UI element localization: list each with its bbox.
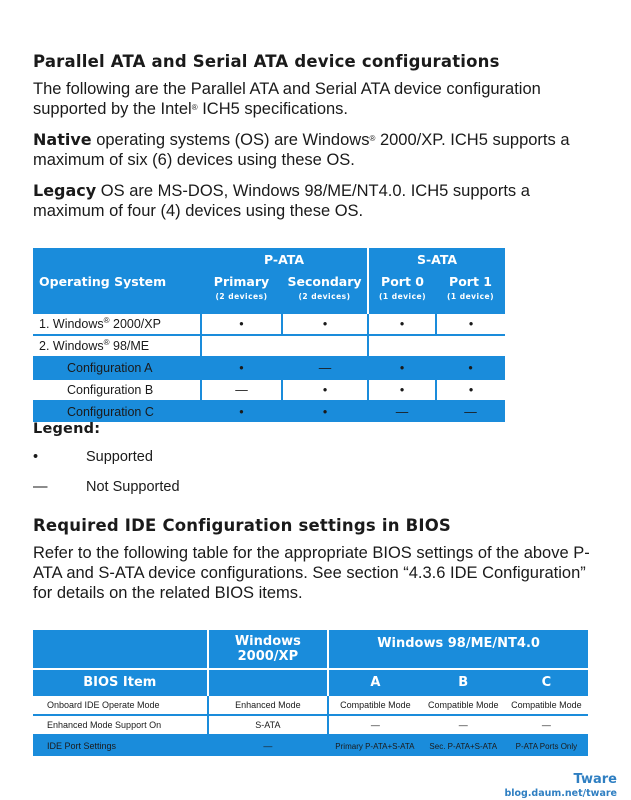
legend-symbol: • xyxy=(33,449,39,465)
table-cell: • xyxy=(239,405,244,419)
watermark-title: Tware xyxy=(573,772,617,787)
watermark xyxy=(504,772,617,799)
table-cell: • xyxy=(399,361,405,375)
col-header-win2000: Windows 2000/XP xyxy=(208,630,329,669)
col-header-c: C xyxy=(505,669,588,695)
native-lead: Native xyxy=(33,130,92,149)
table-row xyxy=(33,313,505,335)
bios-item-label: Enhanced Mode Support On xyxy=(33,715,208,735)
table-row xyxy=(33,335,505,357)
native-os-paragraph: Native operating systems (OS) are Windows® 2000/XP. ICH5 supports a maximum of six (6) devices using these OS. xyxy=(33,130,570,169)
col-header-os: Operating System xyxy=(39,274,167,289)
row-label: Configuration C xyxy=(67,405,154,419)
group-header-sata: S-ATA xyxy=(368,248,505,270)
table-row xyxy=(33,401,505,422)
col-header-b: B xyxy=(422,669,505,695)
bios-item-label: Onboard IDE Operate Mode xyxy=(33,695,208,715)
col-header-bios-item: BIOS Item xyxy=(33,669,208,695)
col-header-secondary: Secondary (2 devices) xyxy=(287,274,362,301)
legacy-lead: Legacy xyxy=(33,181,97,200)
legend-text: Not Supported xyxy=(86,479,180,495)
table-cell: • xyxy=(322,405,328,419)
legend-title: Legend: xyxy=(33,421,101,437)
watermark-url: blog.daum.net/tware xyxy=(504,788,617,799)
table-cell: S-ATA xyxy=(208,715,329,735)
table-cell: P-ATA Ports Only xyxy=(515,741,578,751)
legend-symbol: — xyxy=(33,479,48,495)
row-label: Configuration B xyxy=(33,379,201,401)
bios-paragraph: Refer to the following table for the appropriate BIOS settings of the above P-ATA and S-ATA device configurations. See section “4.3.6 IDE Configuration” for details on the related BIOS items. xyxy=(33,544,590,602)
table-cell: Primary P-ATA+S-ATA xyxy=(335,741,415,751)
table-cell: • xyxy=(436,313,505,335)
table-cell: — xyxy=(201,379,282,401)
table-cell: Compatible Mode xyxy=(422,695,505,715)
table-cell: • xyxy=(468,361,473,375)
legend-text: Supported xyxy=(86,449,153,465)
group-header-pata: P-ATA xyxy=(263,251,305,267)
legacy-os-paragraph: Legacy OS are MS-DOS, Windows 98/ME/NT4.0. ICH5 supports a maximum of four (4) devices using these OS. xyxy=(33,181,530,220)
row-label: 1. Windows® 2000/XP xyxy=(33,313,201,335)
section-heading-bios: Required IDE Configuration settings in BIOS xyxy=(33,516,452,535)
table-row xyxy=(33,695,588,715)
table-cell xyxy=(368,335,505,357)
table-cell: Sec. P-ATA+S-ATA xyxy=(429,741,498,751)
device-config-table xyxy=(33,248,505,422)
col-header-primary: Primary (2 devices) xyxy=(213,274,270,301)
table-cell: Enhanced Mode xyxy=(208,695,329,715)
table-cell: — xyxy=(318,361,332,375)
bios-settings-table xyxy=(33,630,588,756)
table-cell: — xyxy=(328,715,422,735)
bios-item-label: IDE Port Settings xyxy=(47,741,117,751)
col-header-port0: Port 0 (1 device) xyxy=(368,270,436,313)
table-cell: — xyxy=(422,715,505,735)
table-row xyxy=(33,379,505,401)
table-cell: • xyxy=(368,313,436,335)
table-cell xyxy=(201,335,368,357)
table-cell: — xyxy=(263,741,273,751)
table-cell: — xyxy=(505,715,588,735)
col-header-win98: Windows 98/ME/NT4.0 xyxy=(328,630,588,669)
row-label: 2. Windows® 98/ME xyxy=(33,335,201,357)
col-header-a: A xyxy=(328,669,422,695)
table-cell: • xyxy=(201,313,282,335)
table-row xyxy=(33,715,588,735)
intro-paragraph: The following are the Parallel ATA and Serial ATA device configuration supported by the Intel® ICH5 specifications. xyxy=(33,80,541,118)
table-cell: • xyxy=(239,361,244,375)
row-label: Configuration A xyxy=(67,361,153,375)
table-cell: Compatible Mode xyxy=(328,695,422,715)
col-header-port1: Port 1 (1 device) xyxy=(446,274,495,301)
table-cell: — xyxy=(464,405,477,419)
table-cell: • xyxy=(368,379,436,401)
table-row xyxy=(33,735,588,756)
table-cell: • xyxy=(282,313,368,335)
table-cell: • xyxy=(436,379,505,401)
table-cell: — xyxy=(395,405,409,419)
table-cell: Compatible Mode xyxy=(505,695,588,715)
table-row xyxy=(33,357,505,379)
table-cell: • xyxy=(282,379,368,401)
section-heading-pata-sata: Parallel ATA and Serial ATA device configurations xyxy=(33,52,500,71)
